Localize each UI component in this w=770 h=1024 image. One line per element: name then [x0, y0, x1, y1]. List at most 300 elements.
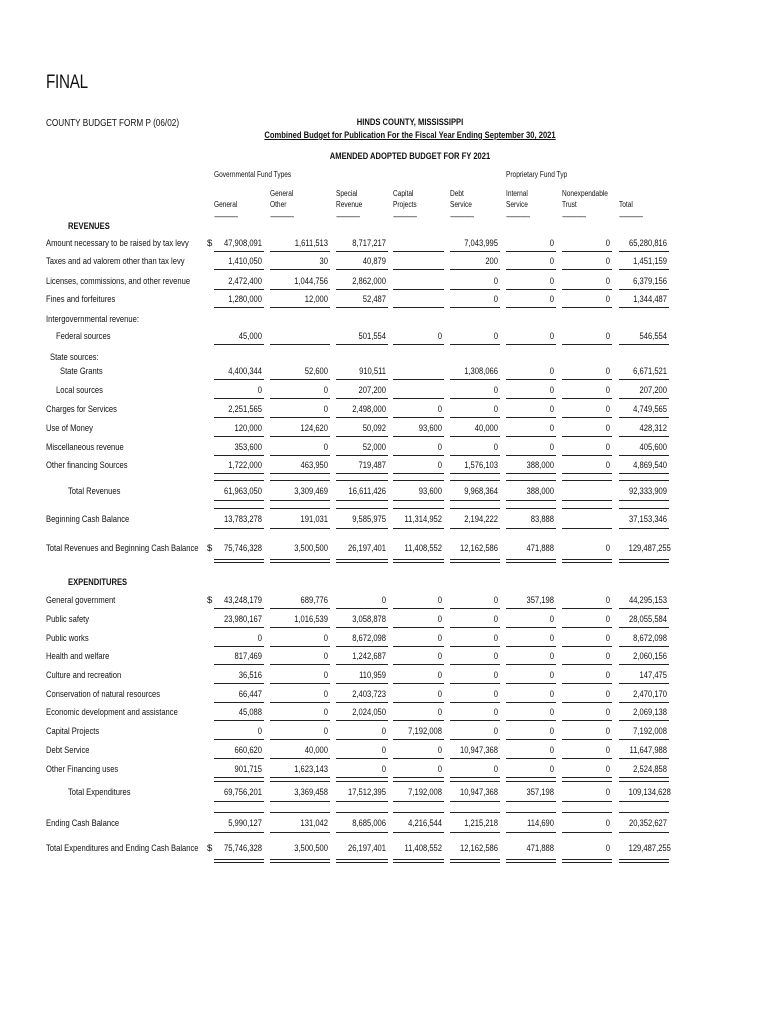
table-cell: 207,200: [639, 385, 667, 396]
table-cell: 1,215,218: [464, 818, 498, 829]
column-header: [562, 188, 608, 210]
cell-underline: [562, 608, 612, 609]
table-cell: 8,672,098: [633, 633, 667, 644]
table-cell: 0: [493, 689, 498, 700]
table-cell: 0: [605, 614, 610, 625]
table-cell: 92,333,909: [628, 486, 667, 497]
cell-topline: [562, 508, 612, 509]
table-cell: 0: [605, 366, 610, 377]
row-label: Federal sources: [56, 331, 111, 342]
cell-topline: [270, 480, 330, 481]
table-cell: 2,472,400: [228, 276, 262, 287]
cell-underline: [270, 739, 330, 740]
column-header-line2: Projects: [393, 200, 417, 209]
cell-topline: [450, 812, 500, 813]
row-label: Fines and forfeitures: [46, 294, 116, 305]
table-cell: 9,968,364: [464, 486, 498, 497]
table-cell: 16,611,426: [348, 486, 386, 497]
cell-bottomline: [619, 832, 669, 833]
table-cell: 129,487,255: [628, 543, 671, 554]
table-cell: 3,369,458: [294, 787, 328, 798]
cell-underline: [214, 739, 264, 740]
cell-underline: [270, 269, 330, 270]
table-cell: 8,717,217: [352, 238, 386, 249]
table-cell: 4,869,540: [633, 460, 667, 471]
cell-topline: [336, 508, 388, 509]
column-header-line2: Other: [270, 200, 287, 209]
table-cell: 1,280,000: [228, 294, 262, 305]
cell-underline: [270, 344, 330, 345]
cell-underline: [270, 777, 330, 778]
table-cell: 388,000: [526, 486, 554, 497]
cell-underline: [619, 702, 669, 703]
cell-underline: [336, 683, 388, 684]
cell-underline: [619, 720, 669, 721]
table-cell: 1,576,103: [464, 460, 498, 471]
table-cell: 3,500,500: [294, 843, 328, 854]
cell-double-underline: [619, 859, 669, 863]
cell-topline: [214, 480, 264, 481]
cell-bottomline: [393, 500, 444, 501]
cell-bottomline: [562, 528, 612, 529]
cell-topline: [506, 480, 556, 481]
table-cell: 0: [493, 595, 498, 606]
table-cell: 45,088: [238, 707, 262, 718]
cell-topline: [619, 508, 669, 509]
table-cell: 11,647,988: [629, 745, 667, 756]
state-sources-label: State sources:: [50, 352, 99, 363]
cell-underline: [336, 702, 388, 703]
row-label: Health and welfare: [46, 651, 110, 662]
table-cell: 0: [493, 670, 498, 681]
cell-topline: [506, 781, 556, 782]
table-cell: 0: [549, 404, 554, 415]
table-cell: 120,000: [234, 423, 262, 434]
cell-underline: [393, 702, 444, 703]
table-cell: 0: [493, 633, 498, 644]
cell-bottomline: [393, 832, 444, 833]
row-label: Ending Cash Balance: [46, 818, 120, 829]
cell-underline: [336, 251, 388, 252]
table-cell: 901,715: [234, 764, 262, 775]
row-label: Total Revenues: [68, 486, 121, 497]
cell-underline: [619, 455, 669, 456]
table-cell: 65,280,816: [628, 238, 667, 249]
cell-bottomline: [336, 500, 388, 501]
table-cell: 75,746,328: [223, 543, 262, 554]
table-cell: 2,498,000: [352, 404, 386, 415]
cell-double-underline: [562, 859, 612, 863]
table-cell: 0: [605, 689, 610, 700]
table-cell: 0: [605, 404, 610, 415]
table-cell: 0: [493, 442, 498, 453]
cell-underline: [270, 664, 330, 665]
table-cell: 0: [605, 423, 610, 434]
table-cell: 0: [437, 670, 442, 681]
row-label: Charges for Services: [46, 404, 117, 415]
table-cell: 0: [605, 787, 610, 798]
cell-underline: [450, 702, 500, 703]
cell-topline: [393, 812, 444, 813]
row-label: Economic development and assistance: [46, 707, 178, 718]
cell-bottomline: [270, 801, 330, 802]
table-cell: 2,024,050: [352, 707, 386, 718]
cell-bottomline: [619, 500, 669, 501]
table-cell: 0: [605, 385, 610, 396]
table-cell: 47,908,091: [223, 238, 262, 249]
table-cell: 817,469: [234, 651, 262, 662]
cell-underline: [562, 646, 612, 647]
table-cell: 0: [493, 764, 498, 775]
table-cell: 11,408,552: [404, 843, 442, 854]
cell-underline: [393, 436, 444, 437]
cell-underline: [336, 307, 388, 308]
table-cell: 0: [323, 670, 328, 681]
table-cell: 0: [493, 707, 498, 718]
cell-underline: [214, 664, 264, 665]
column-header-line1: General: [270, 189, 294, 198]
table-cell: 0: [437, 651, 442, 662]
table-cell: 28,055,584: [628, 614, 667, 625]
cell-underline: [393, 455, 444, 456]
table-cell: 0: [437, 633, 442, 644]
table-cell: 0: [381, 726, 386, 737]
row-label: Capital Projects: [46, 726, 100, 737]
cell-bottomline: [506, 832, 556, 833]
cell-underline: [270, 627, 330, 628]
cell-underline: [619, 627, 669, 628]
cell-underline: [336, 720, 388, 721]
cell-underline: [270, 758, 330, 759]
cell-underline: [393, 683, 444, 684]
cell-topline: [619, 480, 669, 481]
cell-underline: [270, 473, 330, 474]
table-cell: 66,447: [238, 689, 262, 700]
table-cell: 0: [549, 442, 554, 453]
cell-underline: [506, 739, 556, 740]
cell-underline: [393, 473, 444, 474]
cell-topline: [450, 480, 500, 481]
table-cell: 3,309,469: [294, 486, 328, 497]
cell-bottomline: [336, 801, 388, 802]
table-cell: 2,403,723: [352, 689, 386, 700]
table-cell: 0: [493, 385, 498, 396]
table-cell: 1,344,487: [633, 294, 667, 305]
table-cell: 0: [549, 331, 554, 342]
table-cell: 1,044,756: [294, 276, 328, 287]
table-cell: 26,197,401: [347, 843, 386, 854]
cell-underline: [214, 646, 264, 647]
cell-bottomline: [270, 500, 330, 501]
cell-underline: [562, 417, 612, 418]
row-label: Public safety: [46, 614, 90, 625]
cell-underline: [450, 307, 500, 308]
table-cell: 0: [437, 460, 442, 471]
row-label: Total Expenditures: [68, 787, 131, 798]
cell-underline: [562, 627, 612, 628]
cell-underline: [506, 417, 556, 418]
table-cell: 1,016,539: [294, 614, 328, 625]
table-cell: 75,746,328: [223, 843, 262, 854]
table-cell: 0: [605, 460, 610, 471]
cell-double-underline: [619, 559, 669, 563]
table-cell: 40,000: [474, 423, 498, 434]
cell-bottomline: [270, 832, 330, 833]
table-cell: 1,623,143: [294, 764, 328, 775]
table-cell: 8,672,098: [352, 633, 386, 644]
column-header-rule: --------------: [336, 212, 360, 221]
cell-underline: [619, 608, 669, 609]
table-cell: 1,722,000: [228, 460, 262, 471]
cell-underline: [506, 269, 556, 270]
table-cell: 388,000: [526, 460, 554, 471]
table-cell: 61,963,050: [223, 486, 262, 497]
row-label: Beginning Cash Balance: [46, 514, 130, 525]
cell-topline: [336, 812, 388, 813]
table-cell: 3,500,500: [294, 543, 328, 554]
cell-underline: [270, 398, 330, 399]
cell-underline: [450, 664, 500, 665]
row-label: Total Revenues and Beginning Cash Balance: [46, 543, 199, 554]
table-cell: 0: [549, 745, 554, 756]
table-cell: 8,685,006: [352, 818, 386, 829]
cell-underline: [562, 758, 612, 759]
column-header-line1: [214, 188, 237, 199]
governmental-fund-types: Governmental Fund Types: [214, 170, 292, 179]
cell-underline: [450, 627, 500, 628]
table-cell: 45,000: [238, 331, 262, 342]
row-label: Debt Service: [46, 745, 90, 756]
cell-underline: [270, 720, 330, 721]
table-cell: 26,197,401: [347, 543, 386, 554]
table-cell: 83,888: [530, 514, 554, 525]
cell-bottomline: [450, 801, 500, 802]
cell-underline: [393, 664, 444, 665]
table-cell: 546,554: [639, 331, 667, 342]
cell-underline: [336, 269, 388, 270]
table-cell: 110,959: [359, 670, 386, 681]
column-header-line1: [619, 188, 633, 199]
table-cell: 0: [605, 442, 610, 453]
cell-underline: [506, 455, 556, 456]
row-label: Licenses, commissions, and other revenue: [46, 276, 191, 287]
row-label: Local sources: [56, 385, 103, 396]
table-cell: 0: [549, 366, 554, 377]
cell-double-underline: [450, 859, 500, 863]
table-cell: 3,058,878: [352, 614, 386, 625]
cell-double-underline: [214, 859, 264, 863]
row-label: Miscellaneous revenue: [46, 442, 124, 453]
cell-underline: [562, 269, 612, 270]
table-cell: 0: [323, 633, 328, 644]
cell-topline: [214, 812, 264, 813]
section-expenditures: EXPENDITURES: [68, 577, 128, 588]
cell-double-underline: [270, 559, 330, 563]
table-cell: 0: [493, 651, 498, 662]
cell-underline: [393, 646, 444, 647]
table-cell: 1,410,050: [228, 256, 262, 267]
table-cell: 2,862,000: [352, 276, 386, 287]
table-cell: 2,060,156: [633, 651, 667, 662]
cell-underline: [336, 289, 388, 290]
cell-underline: [336, 473, 388, 474]
cell-double-underline: [562, 559, 612, 563]
cell-topline: [562, 781, 612, 782]
cell-double-underline: [450, 559, 500, 563]
cell-topline: [450, 781, 500, 782]
row-label: Amount necessary to be raised by tax levy: [46, 238, 189, 249]
cell-underline: [619, 269, 669, 270]
column-header-rule: --------------: [214, 212, 238, 221]
table-cell: 0: [437, 442, 442, 453]
table-cell: 0: [323, 442, 328, 453]
cell-underline: [393, 720, 444, 721]
table-cell: 660,620: [234, 745, 262, 756]
table-cell: 11,408,552: [404, 543, 442, 554]
budget-title: AMENDED ADOPTED BUDGET FOR FY 2021: [329, 151, 491, 162]
column-header-line2: Trust: [562, 200, 577, 209]
table-cell: 0: [381, 595, 386, 606]
cell-bottomline: [214, 801, 264, 802]
cell-topline: [562, 480, 612, 481]
table-cell: 50,092: [362, 423, 386, 434]
cell-underline: [619, 436, 669, 437]
table-cell: 2,470,170: [633, 689, 667, 700]
column-header-line2: Service: [506, 200, 528, 209]
table-cell: 7,043,995: [464, 238, 498, 249]
cell-underline: [450, 344, 500, 345]
cell-underline: [214, 720, 264, 721]
table-cell: 0: [549, 276, 554, 287]
cell-underline: [506, 436, 556, 437]
table-cell: 4,216,544: [408, 818, 442, 829]
cell-underline: [214, 251, 264, 252]
cell-underline: [619, 307, 669, 308]
table-cell: 2,251,565: [228, 404, 262, 415]
cell-double-underline: [336, 559, 388, 563]
table-cell: 0: [549, 423, 554, 434]
table-cell: 0: [549, 726, 554, 737]
cell-underline: [214, 398, 264, 399]
cell-underline: [506, 398, 556, 399]
table-cell: 0: [605, 843, 610, 854]
table-cell: 0: [605, 818, 610, 829]
table-cell: 7,192,008: [408, 787, 442, 798]
table-cell: 0: [549, 764, 554, 775]
cell-underline: [450, 739, 500, 740]
table-cell: 52,000: [362, 442, 386, 453]
table-cell: 0: [493, 726, 498, 737]
table-cell: 0: [257, 385, 262, 396]
cell-underline: [214, 777, 264, 778]
cell-underline: [506, 702, 556, 703]
table-cell: 5,990,127: [228, 818, 262, 829]
table-cell: 2,069,138: [633, 707, 667, 718]
intergovernmental-label: Intergovernmental revenue:: [46, 314, 139, 325]
table-cell: 36,516: [238, 670, 262, 681]
cell-underline: [214, 417, 264, 418]
cell-underline: [619, 646, 669, 647]
table-cell: 52,487: [362, 294, 386, 305]
cell-underline: [393, 398, 444, 399]
table-cell: 471,888: [526, 843, 554, 854]
cell-underline: [562, 702, 612, 703]
cell-underline: [562, 398, 612, 399]
column-header-rule: --------------: [393, 212, 417, 221]
table-cell: 13,783,278: [223, 514, 262, 525]
cell-underline: [214, 455, 264, 456]
cell-underline: [336, 417, 388, 418]
cell-underline: [214, 683, 264, 684]
table-cell: 0: [381, 745, 386, 756]
column-header-line2: Revenue: [336, 200, 363, 209]
table-cell: 0: [549, 651, 554, 662]
cell-underline: [619, 251, 669, 252]
cell-underline: [270, 379, 330, 380]
cell-underline: [562, 720, 612, 721]
table-cell: 43,248,179: [223, 595, 262, 606]
row-label: Conservation of natural resources: [46, 689, 161, 700]
cell-underline: [562, 251, 612, 252]
cell-underline: [270, 417, 330, 418]
cell-bottomline: [506, 500, 556, 501]
table-cell: 2,524,858: [633, 764, 667, 775]
dollar-sign: $: [207, 543, 213, 554]
cell-underline: [214, 289, 264, 290]
cell-topline: [619, 781, 669, 782]
table-cell: 0: [257, 726, 262, 737]
cell-underline: [270, 608, 330, 609]
cell-underline: [562, 307, 612, 308]
table-cell: 0: [493, 276, 498, 287]
cell-bottomline: [336, 528, 388, 529]
column-header-rule: --------------: [619, 212, 643, 221]
column-header-line1: Nonexpendable: [562, 189, 608, 198]
cell-double-underline: [214, 559, 264, 563]
section-revenues: REVENUES: [68, 221, 110, 232]
cell-underline: [506, 344, 556, 345]
cell-underline: [270, 455, 330, 456]
table-cell: 0: [549, 689, 554, 700]
table-cell: 0: [493, 294, 498, 305]
table-cell: 0: [257, 633, 262, 644]
row-label: Use of Money: [46, 423, 93, 434]
table-cell: 0: [323, 726, 328, 737]
table-cell: 147,475: [639, 670, 667, 681]
proprietary-fund-types: Proprietary Fund Typ: [506, 170, 568, 179]
cell-underline: [619, 683, 669, 684]
cell-underline: [562, 379, 612, 380]
table-cell: 30: [319, 256, 328, 267]
table-cell: 0: [549, 670, 554, 681]
cell-underline: [270, 436, 330, 437]
cell-underline: [506, 251, 556, 252]
cell-topline: [214, 508, 264, 509]
table-cell: 0: [493, 614, 498, 625]
cell-underline: [393, 251, 444, 252]
table-cell: 405,600: [639, 442, 667, 453]
cell-underline: [450, 398, 500, 399]
column-header: [214, 188, 237, 210]
cell-topline: [506, 812, 556, 813]
table-cell: 0: [605, 651, 610, 662]
cell-underline: [450, 683, 500, 684]
cell-double-underline: [506, 559, 556, 563]
table-cell: 124,620: [300, 423, 328, 434]
cell-underline: [336, 436, 388, 437]
table-cell: 0: [549, 633, 554, 644]
cell-underline: [506, 777, 556, 778]
